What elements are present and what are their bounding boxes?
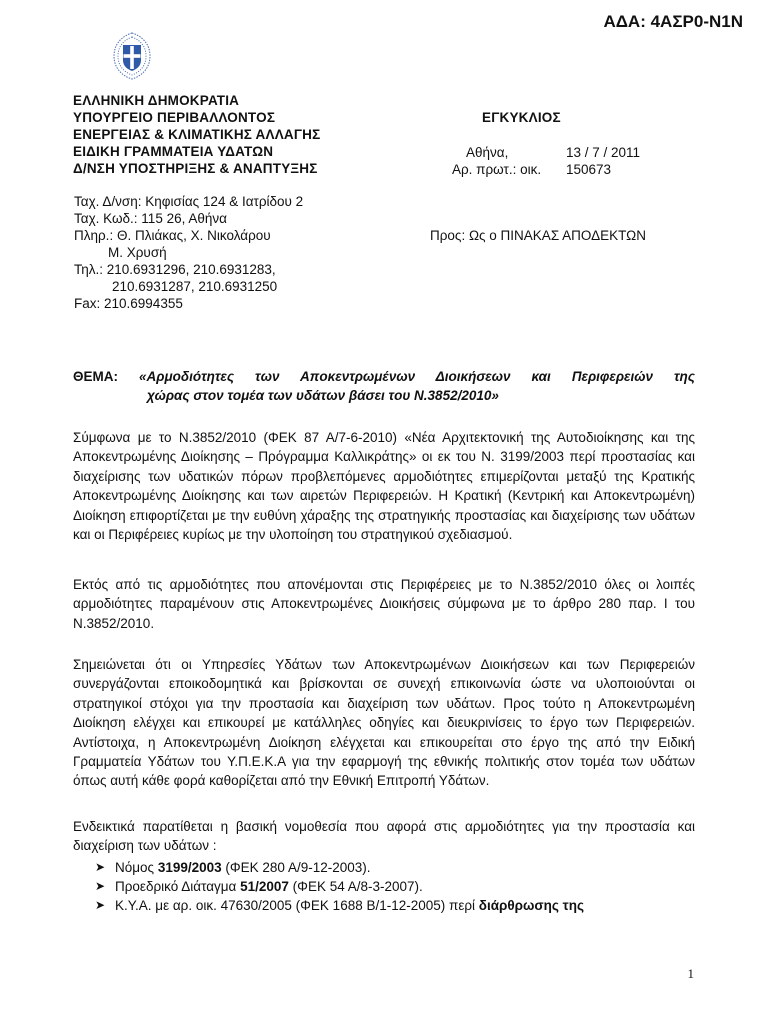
legislation-list [95,858,695,915]
paragraph-1: Σύμφωνα με το Ν.3852/2010 (ΦΕΚ 87 Α/7-6-2010) «Νέα Αρχιτεκτονική της Αυτοδιοίκησης και της Αποκεντρωμένης Διοίκησης – Πρόγραμμα Καλλικράτης» οι εκ του Ν. 3199/2003 περί προστασίας και διαχείρισης των υδατικών πόρων προβλεπόμενες αρμοδιότητες επιμερίζονται μεταξύ της Κρατικής Αποκεντρωμένης Διοίκησης και των αιρετών Περιφερειών. Η Κρατική (Κεντρική και Αποκεντρωμένη) Διοίκηση επιφορτίζεται με την ευθύνη χάραξης της στρατηγικής προστασίας και διαχείρισης των υδάτων και οι Περιφέρειες κυρίως με την υλοποίηση του στρατηγικού σχεδιασμού. [73,430,695,543]
contact-persons-cont: Μ. Χρυσή [108,245,167,260]
fax: Fax: 210.6994355 [74,296,183,311]
paragraph-3: Σημειώνεται ότι οι Υπηρεσίες Υδάτων των Αποκεντρωμένων Διοικήσεων και των Περιφερειών συνεργάζονται εποικοδομητικά και βρίσκονται σε συνεχή επικοινωνία ώστε να υλοποιούνται οι στρατηγικοί στόχοι για την προστασία και διαχείριση των υδάτων. Προς τούτο η Αποκεντρωμένη Διοίκηση ελέγχει και επικουρεί με κατάλληλες οδηγίες και διευκρινίσεις το έργο των Περιφερειών. Αντίστοιχα, η Αποκεντρωμένη Διοίκηση ελέγχεται και επικουρείται στο έργο της από την Ειδική Γραμματεία Υδάτων του Υ.Π.Ε.Κ.Α για την εφαρμογή της εθνικής πολιτικής στον τομέα των υδάτων όπως αυτή κάθε φορά καθορίζεται από την Εθνική Επιτροπή Υδάτων. [73,657,695,789]
subject-label: ΘΕΜΑ: [73,369,118,384]
header-line-1: ΕΛΛΗΝΙΚΗ ΔΗΜΟΚΡΑΤΙΑ [73,93,240,108]
arrow-bullet-icon: ➤ [95,879,106,893]
postal-code: Ταχ. Κωδ.: 115 26, Αθήνα [74,211,227,226]
page-number: 1 [687,966,694,981]
header-line-4: ΕΙΔΙΚΗ ΓΡΑΜΜΑΤΕΙΑ ΥΔΑΤΩΝ [73,144,274,159]
header-line-2: ΥΠΟΥΡΓΕΙΟ ΠΕΡΙΒΑΛΛΟΝΤΟΣ [73,110,276,125]
paragraph-2: Εκτός από τις αρμοδιότητες που απονέμονται στις Περιφέρειες με το Ν.3852/2010 όλες οι λοιπές αρμοδιότητες παραμένουν στις Αποκεντρωμένες Διοικήσεις σύμφωνα με το άρθρο 280 παρ. Ι του Ν.3852/2010. [73,577,695,631]
contact-persons: Πληρ.: Θ. Πλιάκας, Χ. Νικολάρου [74,228,271,243]
ada-code: ΑΔΑ: 4ΑΣΡ0-Ν1Ν [603,12,743,31]
postal-address: Ταχ. Δ/νση: Κηφισίας 124 & Ιατρίδου 2 [74,194,304,209]
header-line-5: Δ/ΝΣΗ ΥΠΟΣΤΗΡΙΞΗΣ & ΑΝΑΠΤΥΞΗΣ [73,161,318,176]
subject-line-1: ΘΕΜΑ: «Αρμοδιότητες των Αποκεντρωμένων Διοικήσεων και Περιφερειών της [73,369,695,384]
telephone: Τηλ.: 210.6931296, 210.6931283, [74,262,276,277]
list-item: ➤ Νόμος 3199/2003 (ΦΕΚ 280 Α/9-12-2003). [95,860,371,875]
header-line-3: ΕΝΕΡΓΕΙΑΣ & ΚΛΙΜΑΤΙΚΗΣ ΑΛΛΑΓΗΣ [73,127,321,142]
document-type: ΕΓΚΥΚΛΙΟΣ [482,110,561,125]
protocol-label: Αρ. πρωτ.: οικ. [452,162,542,177]
recipients: Προς: Ως ο ΠΙΝΑΚΑΣ ΑΠΟΔΕΚΤΩΝ [430,228,647,243]
place: Αθήνα, [466,145,509,160]
subject [73,367,695,405]
subject-line-2: χώρας στον τομέα των υδάτων βάσει του Ν.3852/2010» [147,388,499,403]
arrow-bullet-icon: ➤ [95,898,106,912]
list-item: ➤ Προεδρικό Διάταγμα 51/2007 (ΦΕΚ 54 Α/8-3-2007). [95,879,423,894]
telephone-cont: 210.6931287, 210.6931250 [112,279,278,294]
protocol-number: 150673 [566,162,612,177]
greek-coat-of-arms-icon [108,30,156,82]
paragraph-4: Ενδεικτικά παρατίθεται η βασική νομοθεσία που αφορά στις αρμοδιότητες για την προστασία και διαχείριση των υδάτων : [73,819,695,854]
arrow-bullet-icon: ➤ [95,860,106,874]
date: 13 / 7 / 2011 [566,145,641,160]
list-item: ➤ Κ.Υ.Α. με αρ. οικ. 47630/2005 (ΦΕΚ 1688 Β/1-12-2005) περί διάρθρωσης της [95,898,584,913]
